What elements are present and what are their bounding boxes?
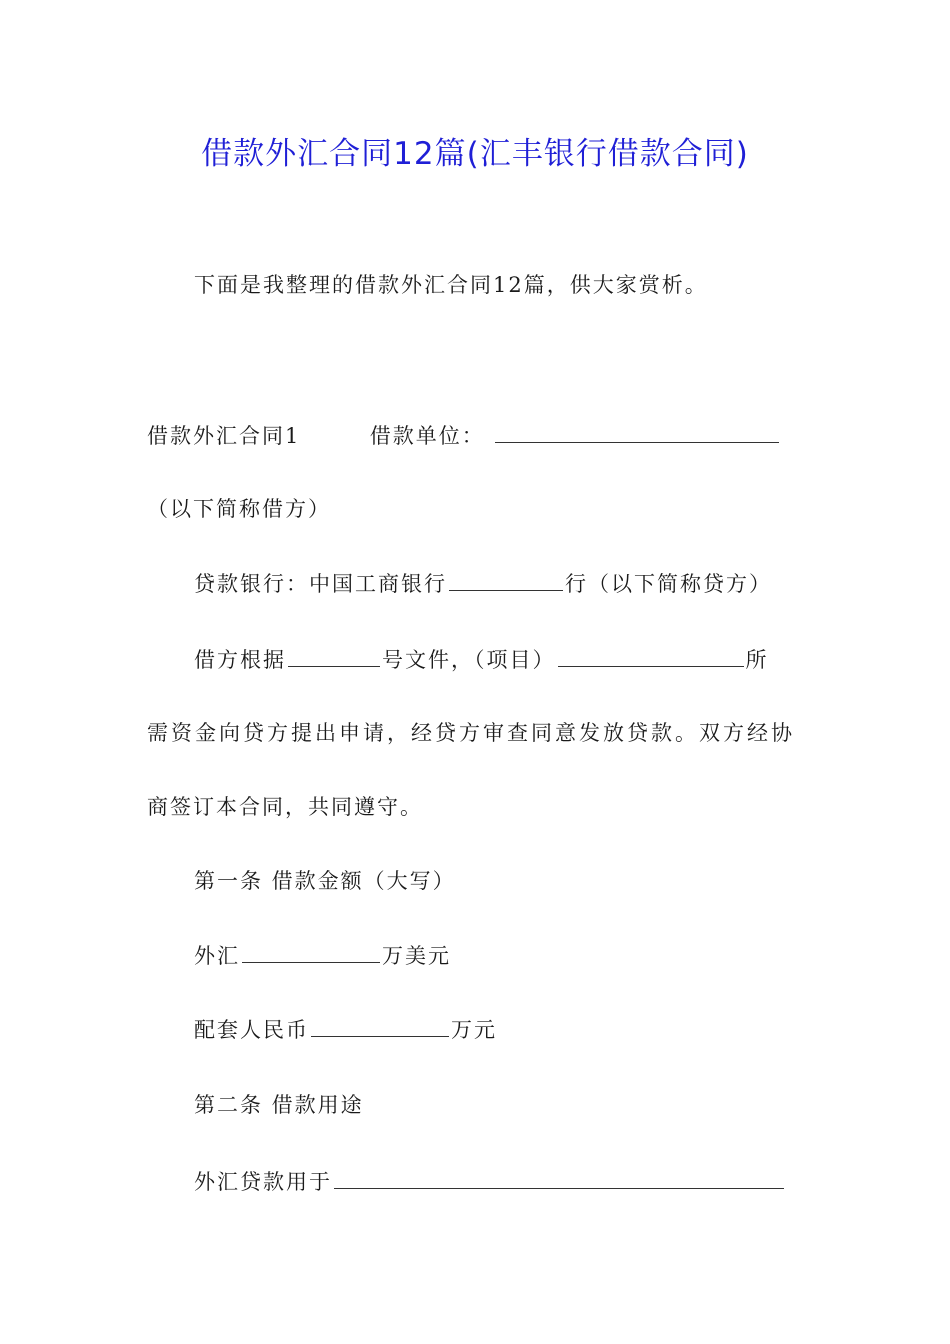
- basis-continuation-1: 需资金向贷方提出申请，经贷方审查同意发放贷款。双方经协: [147, 721, 795, 745]
- usage-line: [194, 1166, 786, 1197]
- article-2-title: 第二条 借款用途: [194, 1093, 364, 1117]
- usage-prefix: 外汇贷款用于: [194, 1170, 332, 1194]
- contract-heading: 借款外汇合同1: [147, 424, 301, 448]
- rmb-prefix: 配套人民币: [194, 1018, 309, 1042]
- borrower-blank: [495, 420, 779, 443]
- rmb-amount-line: [194, 1014, 497, 1045]
- basis-continuation-2: 商签订本合同，共同遵守。: [147, 795, 423, 819]
- project-blank: [558, 644, 744, 667]
- forex-prefix: 外汇: [194, 944, 240, 968]
- borrower-note: （以下简称借方）: [147, 497, 331, 521]
- intro-paragraph: 下面是我整理的借款外汇合同12篇，供大家赏析。: [194, 273, 708, 297]
- document-number-blank: [288, 644, 380, 667]
- basis-middle: 号文件，（项目）: [382, 648, 556, 672]
- lender-line: [194, 568, 772, 599]
- lender-prefix: 贷款银行：中国工商银行: [194, 572, 447, 596]
- basis-prefix: 借方根据: [194, 648, 286, 672]
- document-title: 借款外汇合同12篇(汇丰银行借款合同): [201, 136, 749, 172]
- usage-blank: [334, 1166, 784, 1189]
- lender-suffix: 行（以下简称贷方）: [565, 572, 772, 596]
- borrower-label: 借款单位：: [369, 424, 485, 448]
- rmb-suffix: 万元: [451, 1018, 497, 1042]
- contract-heading-line: [147, 420, 781, 451]
- forex-amount-line: [194, 940, 451, 971]
- forex-suffix: 万美元: [382, 944, 451, 968]
- forex-amount-blank: [242, 940, 380, 963]
- rmb-amount-blank: [311, 1014, 449, 1037]
- article-1-title: 第一条 借款金额（大写）: [194, 869, 456, 893]
- basis-suffix: 所: [745, 648, 769, 672]
- lender-branch-blank: [449, 568, 563, 591]
- basis-line: [194, 644, 769, 675]
